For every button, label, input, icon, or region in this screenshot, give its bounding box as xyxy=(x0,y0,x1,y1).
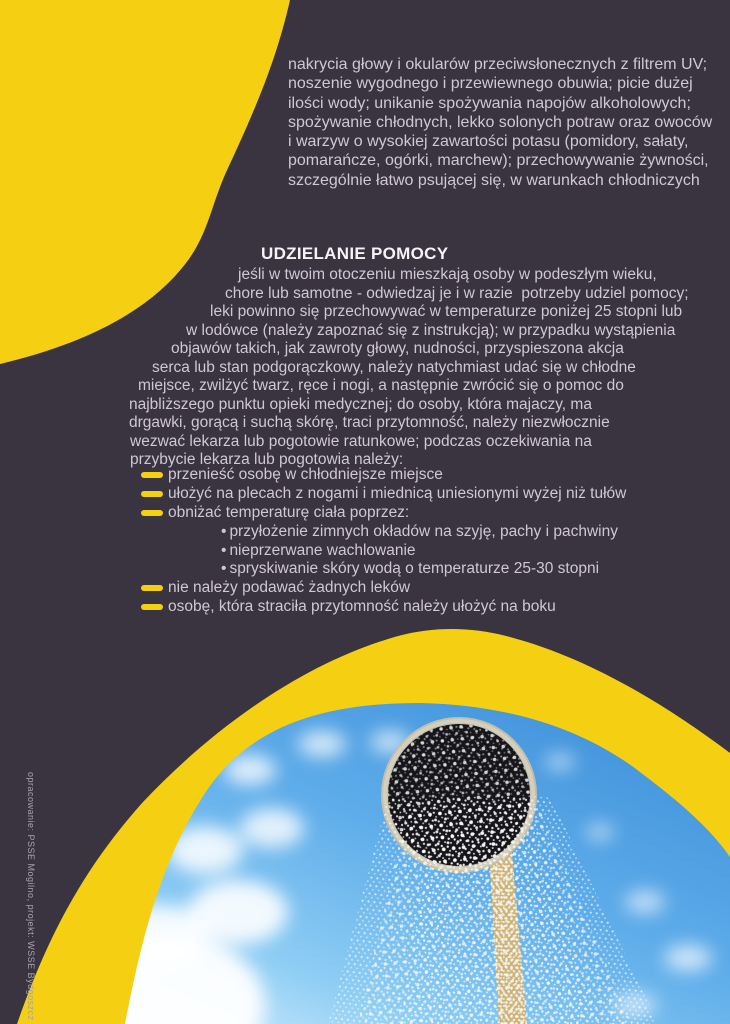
paragraph-line: w lodówce (należy zapoznać się z instrukcją); w przypadku wystąpienia xyxy=(186,321,676,339)
list-item-text: • nieprzerwane wachlowanie xyxy=(229,541,416,559)
paragraph-line: najbliższego punktu opieki medycznej; do osoby, która majaczy, ma xyxy=(129,395,592,413)
paragraph-line: jeśli w twoim otoczeniu mieszkają osoby w podeszłym wieku, xyxy=(238,266,657,283)
list-item-text: ułożyć na plecach z nogami i miednicą uniesionymi wyżej niż tułów xyxy=(168,485,627,503)
paragraph-line: noszenie wygodnego i przewiewnego obuwia; picie dużej xyxy=(288,75,693,93)
credit-text: opracowanie: PSSE Mogilno, projekt: WSSE Bydgoszcz xyxy=(26,772,36,1021)
list-sub-item xyxy=(0,560,626,579)
list-item xyxy=(0,598,626,617)
paragraph-line: spożywanie chłodnych, lekko solonych potraw oraz owoców xyxy=(288,113,713,131)
list-sub-item xyxy=(0,541,626,560)
paragraph-line: nakrycia głowy i okularów przeciwsłonecznych z filtrem UV; xyxy=(288,56,708,73)
dash-bullet-icon xyxy=(141,491,163,497)
paragraph-line: pomarańcze, ogórki, marchew); przechowywanie żywności, xyxy=(288,152,709,170)
dash-bullet-icon xyxy=(141,510,163,516)
paragraph-line: i warzyw o wysokiej zawartości potasu (pomidory, sałaty, xyxy=(288,133,689,151)
list-item xyxy=(0,485,626,504)
list-item-text: przenieść osobę w chłodniejsze miejsce xyxy=(168,466,443,484)
first-aid-list xyxy=(0,466,626,616)
dash-bullet-icon xyxy=(141,604,163,610)
dash-bullet-icon xyxy=(141,585,163,591)
paragraph-line: ilości wody; unikanie spożywania napojów alkoholowych; xyxy=(288,94,691,112)
paragraph-line: szczególnie łatwo psującej się, w warunkach chłodniczych xyxy=(288,171,700,189)
list-item-text: obniżać temperaturę ciała poprzez: xyxy=(168,503,410,521)
list-item-text: nie należy podawać żadnych leków xyxy=(168,579,411,597)
list-sub-item xyxy=(0,522,626,541)
heat-advice-paragraph xyxy=(288,55,712,190)
paragraph-line: serca lub stan podgorączkowy, należy natychmiast udać się w chłodne xyxy=(152,358,636,376)
paragraph-line: wezwać lekarza lub pogotowie ratunkowe; podczas oczekiwania na xyxy=(130,432,592,450)
paragraph-line: miejsce, zwilżyć twarz, ręce i nogi, a następnie zwrócić się o pomoc do xyxy=(138,377,624,394)
list-item xyxy=(0,504,626,523)
help-paragraph xyxy=(0,266,689,470)
paragraph-line: chore lub samotne - odwiedzaj je i w razie potrzeby udziel pomocy; xyxy=(225,284,689,302)
dash-bullet-icon xyxy=(141,472,163,478)
paragraph-line: przybycie lekarza lub pogotowia należy: xyxy=(130,451,404,468)
list-item-text: osobę, która straciła przytomność należy ułożyć na boku xyxy=(168,597,556,615)
list-item xyxy=(0,466,626,485)
list-item-text: • przyłożenie zimnych okładów na szyję, pachy i pachwiny xyxy=(229,522,618,540)
paragraph-line: drgawki, gorącą i suchą skórę, traci przytomność, należy niezwłocznie xyxy=(129,414,610,431)
section-heading: UDZIELANIE POMOCY xyxy=(261,244,449,263)
list-item-text: • spryskiwanie skóry wodą o temperaturze 25-30 stopni xyxy=(229,560,600,578)
paragraph-line: objawów takich, jak zawroty głowy, nudności, przyspieszona akcja xyxy=(171,340,624,357)
paragraph-line: leki powinno się przechowywać w temperaturze poniżej 25 stopni lub xyxy=(210,303,683,320)
list-item xyxy=(0,579,626,598)
